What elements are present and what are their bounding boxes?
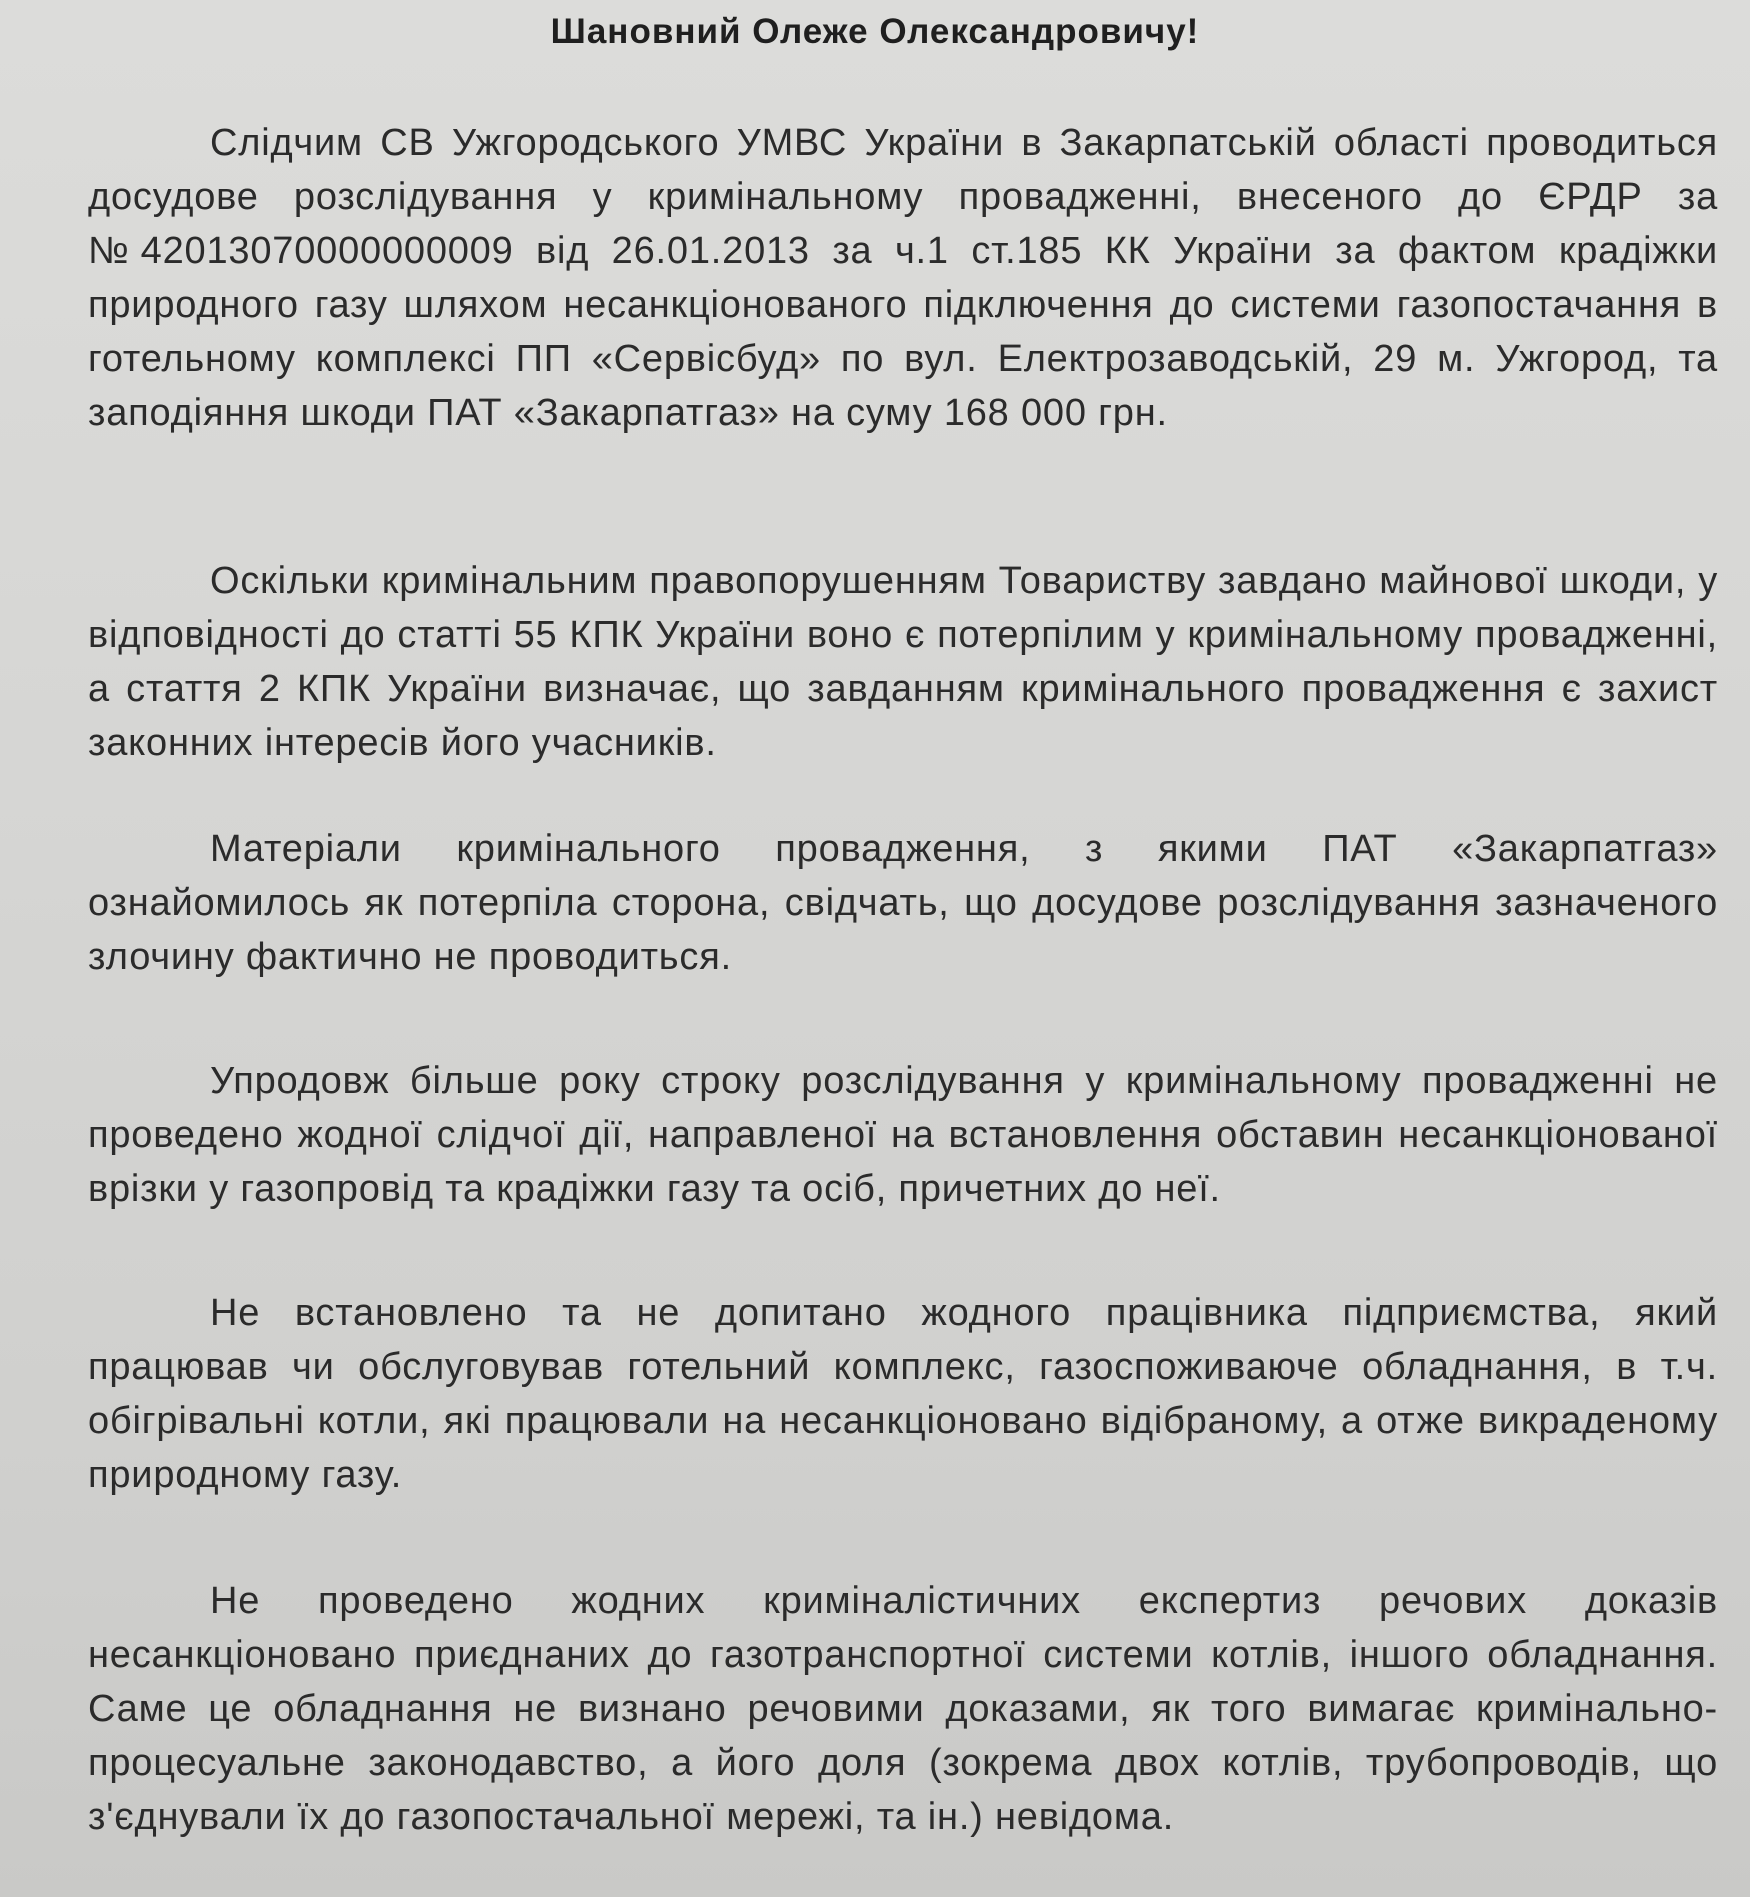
paragraph-no-witnesses-questioned: Не встановлено та не допитано жодного працівника підприємства, який працював чи обслуговував готельний комплекс, газоспоживаюче обладнання, в т.ч. обігрівальні котли, які працювали на несанкціоновано відібраному, а отже викраденому природному газу.	[88, 1292, 1718, 1496]
paragraph-no-expert-examinations: Не проведено жодних криміналістичних експертиз речових доказів несанкціоновано приєднаних до газотранспортної системи котлів, іншого обладнання. Саме це обладнання не визнано речовими доказами, як того вимагає кримінально-процесуальне законодавство, а його доля (зокрема двох котлів, трубопроводів, що з'єднували їх до газопостачальної мережі, та ін.) невідома.	[88, 1580, 1718, 1838]
paragraph-victim-status: Оскільки кримінальним правопорушенням Товариству завдано майнової шкоди, у відповідності до статті 55 КПК України воно є потерпілим у кримінальному провадженні, а стаття 2 КПК України визначає, що завданням кримінального провадження є захист законних інтересів його учасників.	[88, 560, 1718, 764]
paragraph-investigation-info: Слідчим СВ Ужгородського УМВС України в Закарпатській області проводиться досудове розслідування у кримінальному провадженні, внесеного до ЄРДР за №42013070000000009 від 26.01.2013 за ч.1 ст.185 КК України за фактом крадіжки природного газу шляхом несанкціонованого підключення до системи газопостачання в готельному комплексі ПП «Сервісбуд» по вул. Електрозаводській, 29 м. Ужгород, та заподіяння шкоди ПАТ «Закарпатгаз» на суму 168 000 грн.	[88, 122, 1718, 434]
paragraph-no-investigative-actions: Упродовж більше року строку розслідування у кримінальному провадженні не проведено жодної слідчої дії, направленої на встановлення обставин несанкціонованої врізки у газопровід та крадіжки газу та осіб, причетних до неї.	[88, 1060, 1718, 1210]
letter-salutation: Шановний Олеже Олександровичу!	[550, 12, 1200, 51]
paragraph-materials-review: Матеріали кримінального провадження, з якими ПАТ «Закарпатгаз» ознайомилось як потерпіла сторона, свідчать, що досудове розслідування зазначеного злочину фактично не проводиться.	[88, 828, 1718, 978]
